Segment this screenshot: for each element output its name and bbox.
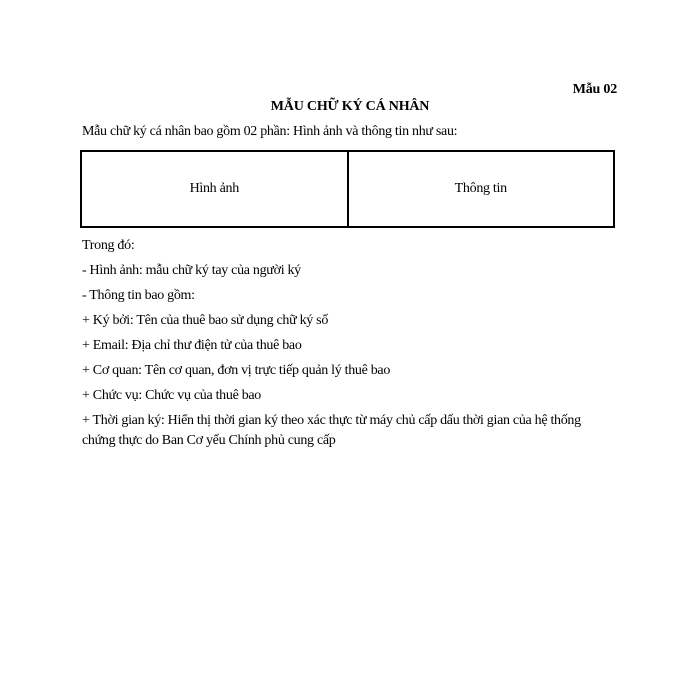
info-intro: - Thông tin bao gồm: — [82, 288, 195, 303]
signature-template-table — [80, 150, 615, 228]
position-item: + Chức vụ: Chức vụ của thuê bao — [82, 388, 262, 403]
intro-text: Mẫu chữ ký cá nhân bao gồm 02 phần: Hình ảnh và thông tin như sau: — [82, 124, 458, 139]
image-description: - Hình ảnh: mẫu chữ ký tay của người ký — [82, 263, 301, 278]
details-heading: Trong đó: — [82, 238, 135, 253]
signed-by-item: + Ký bởi: Tên của thuê bao sử dụng chữ ký số — [82, 313, 329, 328]
page-title: MẪU CHỮ KÝ CÁ NHÂN — [270, 99, 430, 114]
info-cell: Thông tin — [347, 152, 614, 226]
sign-time-item: + Thời gian ký: Hiển thị thời gian ký theo xác thực từ máy chủ cấp dấu thời gian của hệ thống chứng thực do Ban Cơ yếu Chính phủ cung cấp — [82, 413, 581, 448]
image-cell: Hình ảnh — [189, 181, 239, 196]
organization-item: + Cơ quan: Tên cơ quan, đơn vị trực tiếp quản lý thuê bao — [82, 363, 391, 378]
details-section — [82, 236, 612, 451]
form-number: Mẫu 02 — [572, 82, 617, 97]
email-item: + Email: Địa chỉ thư điện tử của thuê bao — [82, 338, 302, 353]
